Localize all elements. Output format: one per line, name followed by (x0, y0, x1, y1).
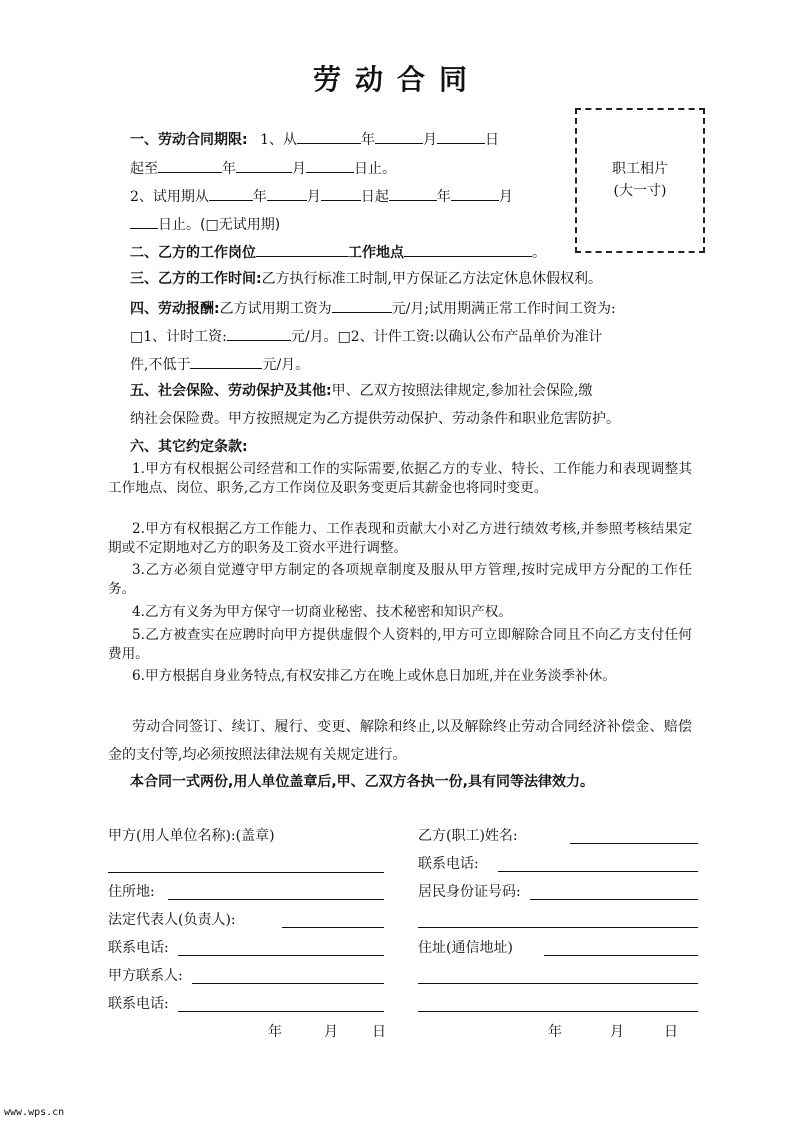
end-year-field[interactable] (158, 157, 222, 173)
term-heading: 一、劳动合同期限: (130, 132, 248, 148)
party-b-name-label: 乙方(职工)姓名: (418, 828, 518, 844)
term-line-2: 起至 年 月 日止。 (130, 157, 396, 179)
party-a-rep-line[interactable] (282, 927, 384, 928)
start-day-field[interactable] (437, 128, 485, 144)
probation-end-year-field[interactable] (389, 185, 437, 201)
party-a-contact-line[interactable] (192, 983, 384, 984)
party-b-extra-line[interactable] (418, 927, 698, 928)
party-b-date: 年 月 日 (548, 1024, 678, 1040)
probation-salary-field[interactable] (332, 297, 392, 313)
term-line-3: 2、试用期从 年 月 日起 年 月 (130, 185, 513, 207)
insurance-line-2: 纳社会保险费。甲方按照规定为乙方提供劳动保护、劳动条件和职业危害防护。 (130, 411, 620, 427)
copies-statement: 本合同一式两份,用人单位盖章后,甲、乙双方各执一份,具有同等法律效力。 (130, 774, 594, 790)
party-b-phone-line[interactable] (498, 871, 698, 872)
photo-placeholder (575, 108, 705, 253)
party-a-phone-label: 联系电话: (108, 940, 169, 956)
probation-start-month-field[interactable] (267, 185, 307, 201)
closing-paragraph: 劳动合同签订、续订、履行、变更、解除和终止,以及解除终止劳动合同经济补偿金、赔偿金的支付等,均必须按照法律法规有关规定进行。 (108, 719, 692, 763)
party-a-phone2-line[interactable] (178, 1011, 384, 1012)
clause-3: 3.乙方必须自觉遵守甲方制定的各项规章制度及服从甲方管理,按时完成甲方分配的工作任务。 (108, 562, 692, 597)
clause-4: 4.乙方有义务为甲方保守一切商业秘密、技术秘密和知识产权。 (132, 604, 512, 620)
party-a-name-line[interactable] (108, 872, 384, 873)
pay-line-2: □1、计时工资: 元/月。□2、计件工资:以确认公布产品单价为准计 (130, 325, 602, 347)
party-b-address-line-2[interactable] (418, 983, 698, 984)
party-b-name-line[interactable] (570, 843, 698, 844)
pay-line-1: 四、劳动报酬:乙方试用期工资为 元/月;试用期满正常工作时间工资为: (130, 297, 616, 319)
start-month-field[interactable] (375, 128, 423, 144)
probation-start-day-field[interactable] (321, 185, 361, 201)
job-position-field[interactable] (256, 241, 348, 257)
clause-2: 2.甲方有权根据乙方工作能力、工作表现和贡献大小对乙方进行绩效考核,并参照考核结果定期或不定期地对乙方的职务及工资水平进行调整。 (108, 521, 692, 556)
party-a-address-label: 住所地: (108, 884, 155, 900)
no-probation-option[interactable]: (□无试用期) (200, 217, 281, 233)
clause-1: 1.甲方有权根据公司经营和工作的实际需要,依据乙方的专业、特长、工作能力和表现调整其工作地点、岗位、职务,乙方工作岗位及职务变更后其薪金也将同时变更。 (108, 461, 692, 496)
probation-end-day-field[interactable] (130, 213, 158, 229)
page-title: 劳动合同 (312, 63, 481, 96)
party-a-contact-label: 甲方联系人: (108, 968, 183, 984)
party-b-id-label: 居民身份证号码: (418, 884, 521, 900)
party-b-phone-label: 联系电话: (418, 856, 479, 872)
term-line-1: 一、劳动合同期限: 1、从 年 月 日 (130, 128, 499, 150)
photo-size: (大一寸) (613, 183, 667, 199)
party-a-phone2-label: 联系电话: (108, 996, 169, 1012)
start-year-field[interactable] (297, 128, 361, 144)
position-line: 二、乙方的工作岗位 工作地点 。 (130, 241, 546, 263)
clause-6: 6.甲方根据自身业务特点,有权安排乙方在晚上或休息日加班,并在业务淡季补休。 (132, 668, 616, 684)
end-day-field[interactable] (306, 157, 354, 173)
piece-wage-min-field[interactable] (190, 353, 262, 369)
party-a-rep-label: 法定代表人(负责人): (108, 912, 236, 928)
footer-watermark: www.wps.cn (4, 1107, 65, 1118)
party-b-address-label: 住址(通信地址) (418, 940, 513, 956)
work-location-field[interactable] (404, 241, 532, 257)
probation-end-month-field[interactable] (451, 185, 499, 201)
party-a-date: 年 月 日 (268, 1024, 386, 1040)
party-b-address-line-3[interactable] (418, 1011, 698, 1012)
pay-line-3: 件,不低于 元/月。 (130, 353, 309, 375)
other-heading: 六、其它约定条款: (130, 439, 248, 455)
worktime-line: 三、乙方的工作时间:乙方执行标准工时制,甲方保证乙方法定休息休假权利。 (130, 271, 603, 287)
probation-start-year-field[interactable] (209, 185, 253, 201)
clause-5: 5.乙方被查实在应聘时向甲方提供虚假个人资料的,甲方可立即解除合同且不向乙方支付任何费用。 (108, 627, 692, 662)
end-month-field[interactable] (236, 157, 292, 173)
party-a-phone-line[interactable] (178, 955, 384, 956)
party-b-address-line[interactable] (544, 955, 698, 956)
photo-label: 职工相片 (612, 161, 668, 177)
term-line-4: 日止。(□无试用期) (130, 213, 280, 235)
party-a-name-label: 甲方(用人单位名称):(盖章) (108, 828, 275, 844)
time-wage-field[interactable] (227, 325, 291, 341)
party-b-id-line[interactable] (530, 899, 698, 900)
insurance-line-1: 五、社会保险、劳动保护及其他:甲、乙双方按照法律规定,参加社会保险,缴 (130, 383, 593, 399)
party-a-address-line[interactable] (168, 899, 384, 900)
